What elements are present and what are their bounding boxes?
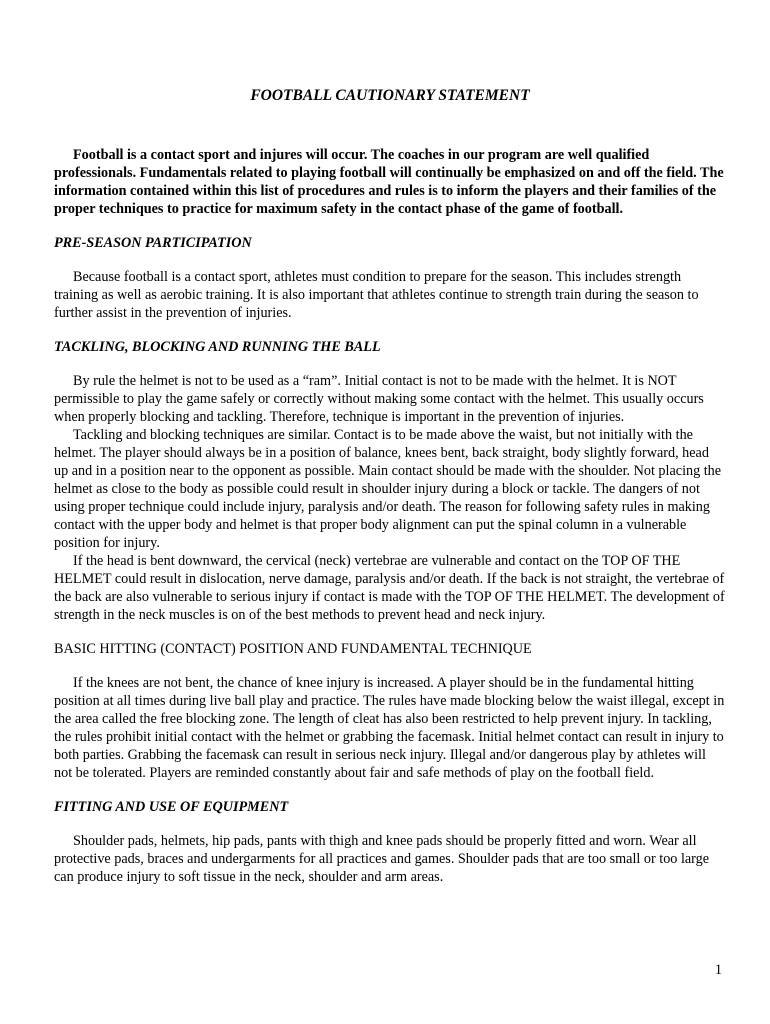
section-tackling-blocking (54, 338, 726, 624)
section-heading-pre-season: PRE-SEASON PARTICIPATION (54, 235, 252, 251)
section-heading-basic-hitting: BASIC HITTING (CONTACT) POSITION AND FUNDAMENTAL TECHNIQUE (54, 641, 532, 657)
document-page (54, 0, 726, 1024)
section-equipment (54, 798, 726, 886)
paragraph-basic-hitting-1: If the knees are not bent, the chance of knee injury is increased. A player should be in the fundamental hitting position at all times during live ball play and practice. The rules have made blocking below the waist illegal, except in the area called the free blocking zone. The length of cleat has also been restricted to help prevent injury. In tackling, the rules prohibit initial contact with the helmet or grabbing the facemask. Initial helmet contact can result in injury to both parties. Grabbing the facemask can result in serious neck injury. Illegal and/or dangerous play by athletes will not be tolerated. Players are reminded constantly about fair and safe methods of play on the football field. (54, 675, 725, 781)
section-heading-tackling-blocking: TACKLING, BLOCKING AND RUNNING THE BALL (54, 339, 381, 355)
paragraph-pre-season-1: Because football is a contact sport, athletes must condition to prepare for the season. This includes strength training as well as aerobic training. It is also important that athletes continue to strength train during the season to further assist in the prevention of injuries. (54, 269, 699, 321)
document-body (54, 146, 726, 886)
paragraph-tackling-2: Tackling and blocking techniques are similar. Contact is to be made above the waist, but not initially with the helmet. The player should always be in a position of balance, knees bent, back straight, body slightly forward, head up and in a position near to the opponent as possible. Main contact should be made with the shoulder. Not placing the helmet as close to the body as possible could result in shoulder injury during a block or tackle. The dangers of not using proper technique could include injury, paralysis and/or death. The reason for following safety rules in making contact with the upper body and helmet is that proper body alignment can put the spinal column in a vulnerable position for injury. (54, 427, 722, 551)
document-title: FOOTBALL CAUTIONARY STATEMENT (250, 87, 530, 104)
section-pre-season (54, 234, 726, 322)
paragraph-equipment-1: Shoulder pads, helmets, hip pads, pants with thigh and knee pads should be properly fitted and worn. Wear all protective pads, braces and undergarments for all practices and games. Shoulder pads that are too small or too large can produce injury to soft tissue in the neck, shoulder and arm areas. (54, 833, 710, 885)
paragraph-tackling-3: If the head is bent downward, the cervical (neck) vertebrae are vulnerable and contact on the TOP OF THE HELMET could result in dislocation, nerve damage, paralysis and/or death. If the back is not straight, the vertebrae of the back are also vulnerable to serious injury if contact is made with the TOP OF THE HELMET. The development of strength in the neck muscles is on of the best methods to prevent head and neck injury. (54, 553, 725, 623)
section-basic-hitting (54, 640, 726, 782)
paragraph-tackling-1: By rule the helmet is not to be used as a “ram”. Initial contact is not to be made with the helmet. It is NOT permissible to play the game safely or correctly without making some contact with the helmet. This usually occurs when properly blocking and tackling. Therefore, technique is important in the prevention of injuries. (54, 373, 704, 425)
section-heading-equipment: FITTING AND USE OF EQUIPMENT (54, 799, 289, 815)
intro-paragraph: Football is a contact sport and injures will occur. The coaches in our program are well qualified professionals. Fundamentals related to playing football will continually be emphasized on and off the field. The information contained within this list of procedures and rules is to inform the players and their families of the proper techniques to practice for maximum safety in the contact phase of the game of football. (54, 147, 724, 217)
page-number: 1 (714, 962, 722, 978)
